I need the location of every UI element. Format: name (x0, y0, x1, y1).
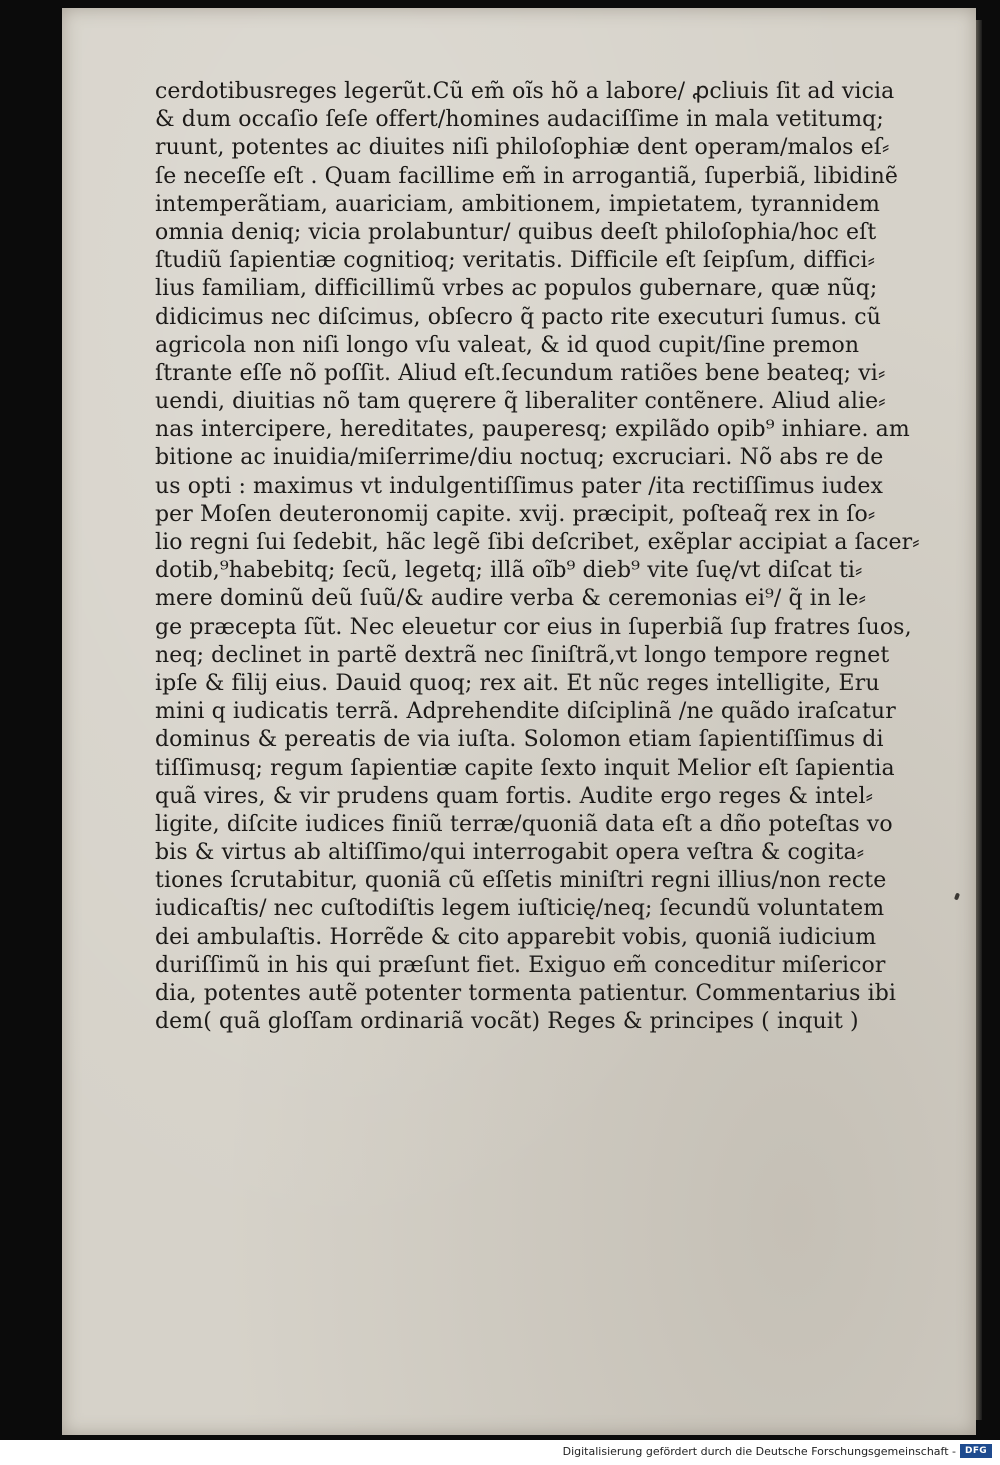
page-text (155, 78, 935, 1036)
text-line: iudicaſtis/ nec cuſtodiſtis legem iuſticię/neq; ſecundũ voluntatem (155, 896, 885, 922)
text-line: neq; declinet in partẽ dextrã nec ſiniſtrã,vt longo tempore regnet (155, 642, 890, 668)
text-line: mini q iudicatis terrã. Adprehendite diſciplinã /ne quãdo iraſcatur (155, 699, 896, 725)
text-line: dem( quã gloſſam ordinariã vocãt) Reges & principes ( inquit ) (155, 1009, 859, 1035)
text-line: lio regni ſui ſedebit, hãc legẽ ſibi deſcribet, exẽplar accipiat a ſacer⸗ (155, 530, 920, 555)
text-line: cerdotibusreges legerũt.Cũ em̃ oĩs hõ a labore/ ꝓcliuis ſit ad vicia (155, 79, 895, 104)
text-line: mere dominũ deũ ſuũ/& audire verba & ceremonias ei⁹/ q̃ in le⸗ (155, 586, 866, 612)
text-line: omnia deniq; vicia prolabuntur/ quibus deeſt philoſophia/hoc eſt (155, 219, 877, 245)
text-line: tiſſimusq; regum ſapientiæ capite ſexto inquit Melior eſt ſapientia (155, 755, 895, 781)
text-line: ligite, diſcite iudices finiũ terræ/quoniã data eſt a dño poteſtas vo (155, 811, 893, 837)
page-edge (976, 20, 982, 1420)
text-line: bis & virtus ab altiſſimo/qui interrogabit opera veſtra & cogita⸗ (155, 840, 865, 866)
text-line: dei ambulaſtis. Horrẽde & cito apparebit vobis, quoniã iudicium (155, 924, 877, 950)
text-line: dotib,⁹habebitq; ſecũ, legetq; illã oĩb⁹ dieb⁹ vite ſuę/vt diſcat ti⸗ (155, 558, 863, 584)
text-line: ipſe & filij eius. Dauid quoq; rex ait. Et nũc reges intelligite, Eru (155, 670, 880, 696)
text-line: bitione ac inuidia/miſerrime/diu noctuq; excruciari. Nõ abs re de (155, 445, 884, 471)
text-line: nas intercipere, hereditates, pauperesq; expilãdo opib⁹ inhiare. am (155, 417, 910, 443)
text-line: didicimus nec diſcimus, obſecro q̃ pacto rite executuri ſumus. cũ (155, 304, 881, 330)
dfg-credit-text: Digitalisierung gefördert durch die Deutsche Forschungsgemeinschaft - (562, 1445, 956, 1458)
text-line: ruunt, potentes ac diuites niſi philoſophiæ dent operam/malos eſ⸗ (155, 135, 890, 161)
text-line: tiones ſcrutabitur, quoniã cũ eſſetis miniſtri regni illius/non recte (155, 868, 887, 894)
text-line: ſtudiũ ſapientiæ cognitioq; veritatis. Difficile eſt ſeipſum, diffici⸗ (155, 248, 876, 274)
text-line: intemperãtiam, auariciam, ambitionem, impietatem, tyrannidem (155, 191, 880, 217)
text-line: & dum occaſio ſeſe offert/homines audaciſſime in mala vetitumq; (155, 107, 884, 133)
text-line: per Moſen deuteronomij capite. xvij. præcipit, poſteaq̃ rex in ſo⸗ (155, 501, 876, 527)
text-line: ſtrante eſſe nõ poſſit. Aliud eſt.ſecundum ratiões bene beateq; vi⸗ (155, 360, 886, 386)
text-line: quã vires, & vir prudens quam fortis. Audite ergo reges & intel⸗ (155, 783, 874, 809)
text-line: us opti : maximus vt indulgentiſſimus pater /ita rectiſſimus iudex (155, 473, 883, 499)
text-line: ge præcepta ſũt. Nec eleuetur cor eius in ſuperbiã ſup fratres ſuos, (155, 614, 912, 640)
text-line: dominus & pereatis de via iuſta. Solomon etiam ſapientiſſimus di (155, 727, 884, 753)
text-line: ſe neceſſe eſt . Quam facillime em̃ in arrogantiã, ſuperbiã, libidinẽ (155, 163, 899, 189)
text-line: agricola non niſi longo vſu valeat, & id quod cupit/ſine premon (155, 332, 860, 358)
text-line: dia, potentes autẽ potenter tormenta patientur. Commentarius ibi (155, 981, 897, 1006)
digitization-footer (0, 1440, 1000, 1465)
dfg-logo-icon: DFG (960, 1444, 992, 1458)
text-line: lius familiam, difficillimũ vrbes ac populos gubernare, quæ nũq; (155, 276, 878, 302)
text-line: uendi, diuitias nõ tam quęrere q̃ liberaliter contẽnere. Aliud alie⸗ (155, 389, 886, 415)
text-line: duriſſimũ in his qui præſunt fiet. Exiguo em̃ conceditur miſericor (155, 952, 886, 978)
